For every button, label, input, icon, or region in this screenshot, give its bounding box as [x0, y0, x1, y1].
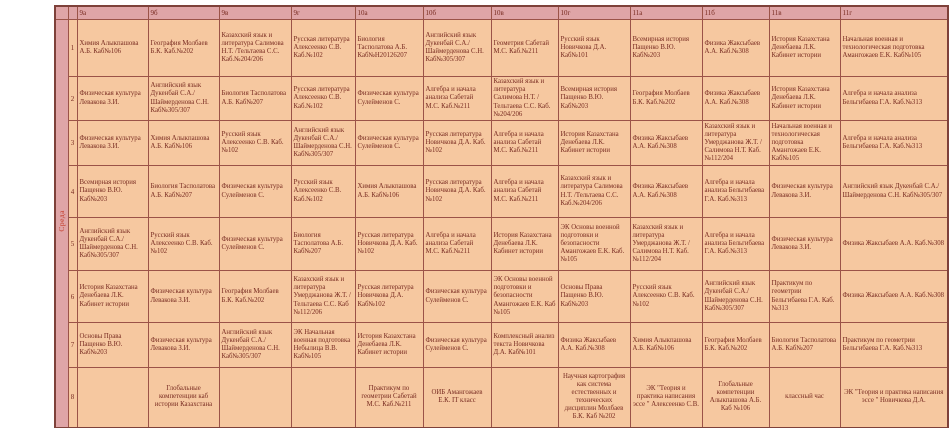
- schedule-cell: Физика Жаксыбаев А.А. Каб.№308: [702, 77, 769, 121]
- schedule-cell: Глобальные компетенции каб истории Казахстана: [148, 368, 219, 428]
- schedule-cell: Казахский язык и литература Салимова Н.Т. /Тельтаева С.С. Каб.№204/206: [558, 166, 630, 218]
- schedule-cell: История Казахстана Денебаева Л.К. Кабинет истории: [769, 77, 840, 121]
- schedule-cell: Алгебра и начала анализа Бельгибаева Г.А. Каб.№313: [840, 121, 948, 166]
- schedule-cell: [491, 368, 558, 428]
- schedule-cell: Физическая культура Левакова З.И.: [769, 166, 840, 218]
- schedule-cell: Физика Жаксыбаев А.А. Каб.№308: [630, 121, 702, 166]
- schedule-cell: Физическая культура Сулейменов С.: [423, 271, 491, 323]
- schedule-cell: Всемирная история Пащенко В.Ю. Каб№203: [630, 20, 702, 77]
- schedule-row: [55, 121, 948, 166]
- schedule-cell: Научная картография как система естественных и технических дисциплин Молбаев Б.К. Каб №202: [558, 368, 630, 428]
- schedule-cell: классный час: [769, 368, 840, 428]
- schedule-cell: [77, 368, 148, 428]
- schedule-row: [55, 20, 948, 77]
- schedule-row: [55, 368, 948, 428]
- schedule-row: [55, 271, 948, 323]
- lesson-number: 4: [68, 166, 77, 218]
- schedule-cell: Казахский язык и литература Умерджанова Ж.Т. /Салимова Н.Т. Каб.№112/204: [630, 218, 702, 271]
- schedule-cell: Основы Права Пащенко В.Ю. Каб№203: [77, 323, 148, 368]
- schedule-cell: География Молбаев Б.К. Каб.№202: [630, 77, 702, 121]
- schedule-cell: Биология Тасполатова А.Б. Каб№207: [148, 166, 219, 218]
- lesson-number: 8: [68, 368, 77, 428]
- number-column-header: [68, 6, 77, 20]
- schedule-cell: Казахский язык и литература Салимова Н.Т. /Тельтаева С.С. Каб.№204/206: [219, 20, 291, 77]
- class-header: 11а: [630, 6, 702, 20]
- class-header: 10б: [423, 6, 491, 20]
- schedule-cell: Английский язык Дукенбай С.А./ Шаймерденова С.Н. Каб№305/307: [148, 77, 219, 121]
- day-column-header: [55, 6, 68, 20]
- schedule-cell: Биология Тасполатова А.Б. Каб№207: [769, 323, 840, 368]
- schedule-cell: Алгебра и начала анализа Сабетай М.С. Каб.№211: [423, 218, 491, 271]
- schedule-cell: ОИБ Амангожаев Е.К. IT класс: [423, 368, 491, 428]
- schedule-cell: Русский язык Новичкова Д.А. Каб№101: [558, 20, 630, 77]
- schedule-cell: Биология Тасполатова А.Б. Каб№207: [219, 77, 291, 121]
- lesson-number: 6: [68, 271, 77, 323]
- day-label-cell: [55, 20, 68, 428]
- schedule-cell: Алгебра и начала анализа Сабетай М.С. Каб.№211: [491, 121, 558, 166]
- schedule-cell: Русский язык Алексеенко С.В. Каб.№102: [291, 166, 355, 218]
- schedule-cell: Алгебра и начала анализа Бельгибаева Г.А. Каб.№313: [702, 166, 769, 218]
- schedule-cell: Всемирная история Пащенко В.Ю. Каб№203: [77, 166, 148, 218]
- class-header: 11б: [702, 6, 769, 20]
- schedule-cell: География Молбаев Б.К. Каб.№202: [148, 20, 219, 77]
- schedule-cell: Начальная военная и технологическая подготовка Амангожаев Е.К. Каб№105: [840, 20, 948, 77]
- schedule-cell: ЭК Начальная военная подготовка Небылица В.В. Каб№105: [291, 323, 355, 368]
- schedule-cell: Английский язык Дукенбай С.А./ Шаймерденова С.Н. Каб№305/307: [423, 20, 491, 77]
- schedule-cell: Казахский язык и литература Умерджанова Ж.Т. /Салимова Н.Т. Каб.№112/204: [702, 121, 769, 166]
- schedule-row: [55, 323, 948, 368]
- schedule-cell: История Казахстана Денебаева Л.К. Кабинет истории: [769, 20, 840, 77]
- class-header: 10а: [355, 6, 423, 20]
- schedule-cell: Практикум по геометрии Бельгибаева Г.А. Каб.№313: [769, 271, 840, 323]
- schedule-cell: История Казахстана Денебаева Л.К. Кабинет истории: [491, 218, 558, 271]
- schedule-cell: Геометрия Сабетай М.С. Каб.№211: [491, 20, 558, 77]
- schedule-cell: ЭК "Теория и практика написания эссе " Алексеенко С.В.: [630, 368, 702, 428]
- schedule-cell: Русская литература Новичкова Д.А. Каб.№102: [423, 166, 491, 218]
- schedule-cell: География Молбаев Б.К. Каб.№202: [702, 323, 769, 368]
- schedule-cell: Русская литература Новичкова Д.А. Каб.№102: [355, 218, 423, 271]
- class-header: 10г: [558, 6, 630, 20]
- schedule-cell: Казахский язык и литература Салимова Н.Т. /Тельтаева С.С. Каб.№204/206: [491, 77, 558, 121]
- class-header: 9б: [148, 6, 219, 20]
- schedule-cell: Английский язык Дукенбай С.А./ Шаймерденова С.Н. Каб№305/307: [291, 121, 355, 166]
- schedule-cell: Всемирная история Пащенко В.Ю. Каб№203: [558, 77, 630, 121]
- schedule-cell: Физическая культура Сулейменов С.: [423, 323, 491, 368]
- schedule-cell: Русская литература Алексеенко С.В. Каб.№102: [291, 20, 355, 77]
- schedule-cell: Казахский язык и литература Умерджанова Ж.Т. /Тельтаева С.С. Каб №112/206: [291, 271, 355, 323]
- schedule-cell: Физическая культура Левакова З.И.: [148, 271, 219, 323]
- schedule-cell: История Казахстана Денебаева Л.К. Кабинет истории: [355, 323, 423, 368]
- schedule-cell: Химия Алыкпашова А.Б. Каб№106: [355, 166, 423, 218]
- schedule-row: [55, 218, 948, 271]
- class-header: 11в: [769, 6, 840, 20]
- schedule-cell: Химия Алыкпашова А.Б. Каб№106: [148, 121, 219, 166]
- schedule-cell: Глобальные компетенции Алыкпашова А.Б. Каб №106: [702, 368, 769, 428]
- schedule-cell: История Казахстана Денебаева Л.К. Кабинет истории: [558, 121, 630, 166]
- schedule-row: [55, 77, 948, 121]
- class-header: 9в: [219, 6, 291, 20]
- schedule-cell: Физическая культура Левакова З.И.: [148, 323, 219, 368]
- lesson-number: 2: [68, 77, 77, 121]
- schedule-cell: Физическая культура Левакова З.И.: [77, 121, 148, 166]
- schedule-cell: [291, 368, 355, 428]
- lesson-number: 3: [68, 121, 77, 166]
- schedule-row: [55, 166, 948, 218]
- schedule-cell: Начальная военная и технологическая подготовка Амангожаев Е.К. Каб№105: [769, 121, 840, 166]
- schedule-cell: Английский язык Дукенбай С.А./ Шаймерденова С.Н. Каб№305/307: [840, 166, 948, 218]
- schedule-cell: Химия Алыкпашова А.Б. Каб№106: [630, 323, 702, 368]
- schedule-cell: Русский язык Алексеенко С.В. Каб.№102: [630, 271, 702, 323]
- schedule-cell: Английский язык Дукенбай С.А./ Шаймерденова С.Н. Каб№305/307: [702, 271, 769, 323]
- schedule-cell: ЭК "Теория и практика написания эссе " Новичкова Д.А.: [840, 368, 948, 428]
- schedule-cell: Физика Жаксыбаев А.А. Каб.№308: [702, 20, 769, 77]
- schedule-cell: Химия Алыкпашова А.Б. Каб№106: [77, 20, 148, 77]
- schedule-cell: Биология Тасполатова А.Б. Каб№Н20126207: [355, 20, 423, 77]
- day-label: Среда: [57, 209, 67, 232]
- schedule-cell: Комплексный анализ текста Новичкова Д.А. Каб№101: [491, 323, 558, 368]
- schedule-cell: Физика Жаксыбаев А.А. Каб.№308: [840, 271, 948, 323]
- class-header: 9а: [77, 6, 148, 20]
- schedule-cell: Русская литература Новичкова Д.А. Каб№102: [355, 271, 423, 323]
- schedule-cell: География Молбаев Б.К. Каб.№202: [219, 271, 291, 323]
- timetable: [54, 5, 949, 428]
- schedule-cell: Русская литература Алексеенко С.В. Каб.№102: [291, 77, 355, 121]
- schedule-cell: Алгебра и начала анализа Сабетай М.С. Каб.№211: [491, 166, 558, 218]
- schedule-cell: Физическая культура Сулейменов С.: [219, 218, 291, 271]
- schedule-cell: Основы Права Пащенко В.Ю. Каб№203: [558, 271, 630, 323]
- schedule-cell: Физика Жаксыбаев А.А. Каб.№308: [840, 218, 948, 271]
- schedule-cell: Русский язык Алексеенко С.В. Каб.№102: [148, 218, 219, 271]
- lesson-number: 1: [68, 20, 77, 77]
- schedule-cell: Английский язык Дукенбай С.А./ Шаймерденова С.Н. Каб№305/307: [219, 323, 291, 368]
- class-header: 9г: [291, 6, 355, 20]
- schedule-cell: Физическая культура Сулейменов С.: [355, 77, 423, 121]
- schedule-cell: Физическая культура Левакова З.И.: [77, 77, 148, 121]
- schedule-cell: Алгебра и начала анализа Сабетай М.С. Каб.№211: [423, 77, 491, 121]
- schedule-cell: Физическая культура Левакова З.И.: [769, 218, 840, 271]
- lesson-number: 5: [68, 218, 77, 271]
- schedule-cell: История Казахстана Денебаева Л.К. Кабинет истории: [77, 271, 148, 323]
- schedule-cell: Физическая культура Сулейменов С.: [219, 166, 291, 218]
- schedule-cell: Практикум по геометрии Сабетай М.С. Каб.№211: [355, 368, 423, 428]
- schedule-cell: ЭК Основы военной подготовки и безопасности Амангожаев Е.К. Каб.№105: [558, 218, 630, 271]
- schedule-cell: Русская литература Новичкова Д.А. Каб.№102: [423, 121, 491, 166]
- schedule-cell: Физика Жаксыбаев А.А. Каб.№308: [558, 323, 630, 368]
- class-header: 10в: [491, 6, 558, 20]
- schedule-cell: Русский язык Алексеенко С.В. Каб.№102: [219, 121, 291, 166]
- schedule-cell: [219, 368, 291, 428]
- schedule-cell: Английский язык Дукенбай С.А./ Шаймерденова С.Н. Каб№305/307: [77, 218, 148, 271]
- schedule-cell: ЭК Основы военной подготовки и безопасности Амангожаев Е.К. Каб №105: [491, 271, 558, 323]
- schedule-cell: Физическая культура Сулейменов С.: [355, 121, 423, 166]
- schedule-cell: Алгебра и начала анализа Бельгибаева Г.А. Каб.№313: [840, 77, 948, 121]
- timetable-body: [55, 20, 948, 428]
- class-header: 11г: [840, 6, 948, 20]
- header-row: [55, 6, 948, 20]
- schedule-cell: Физика Жаксыбаев А.А. Каб.№308: [630, 166, 702, 218]
- schedule-cell: Практикум по геометрии Бельгибаева Г.А. Каб.№313: [840, 323, 948, 368]
- schedule-cell: Алгебра и начала анализа Бельгибаева Г.А. Каб.№313: [702, 218, 769, 271]
- schedule-cell: Биология Тасполатова А.Б. Каб№207: [291, 218, 355, 271]
- lesson-number: 7: [68, 323, 77, 368]
